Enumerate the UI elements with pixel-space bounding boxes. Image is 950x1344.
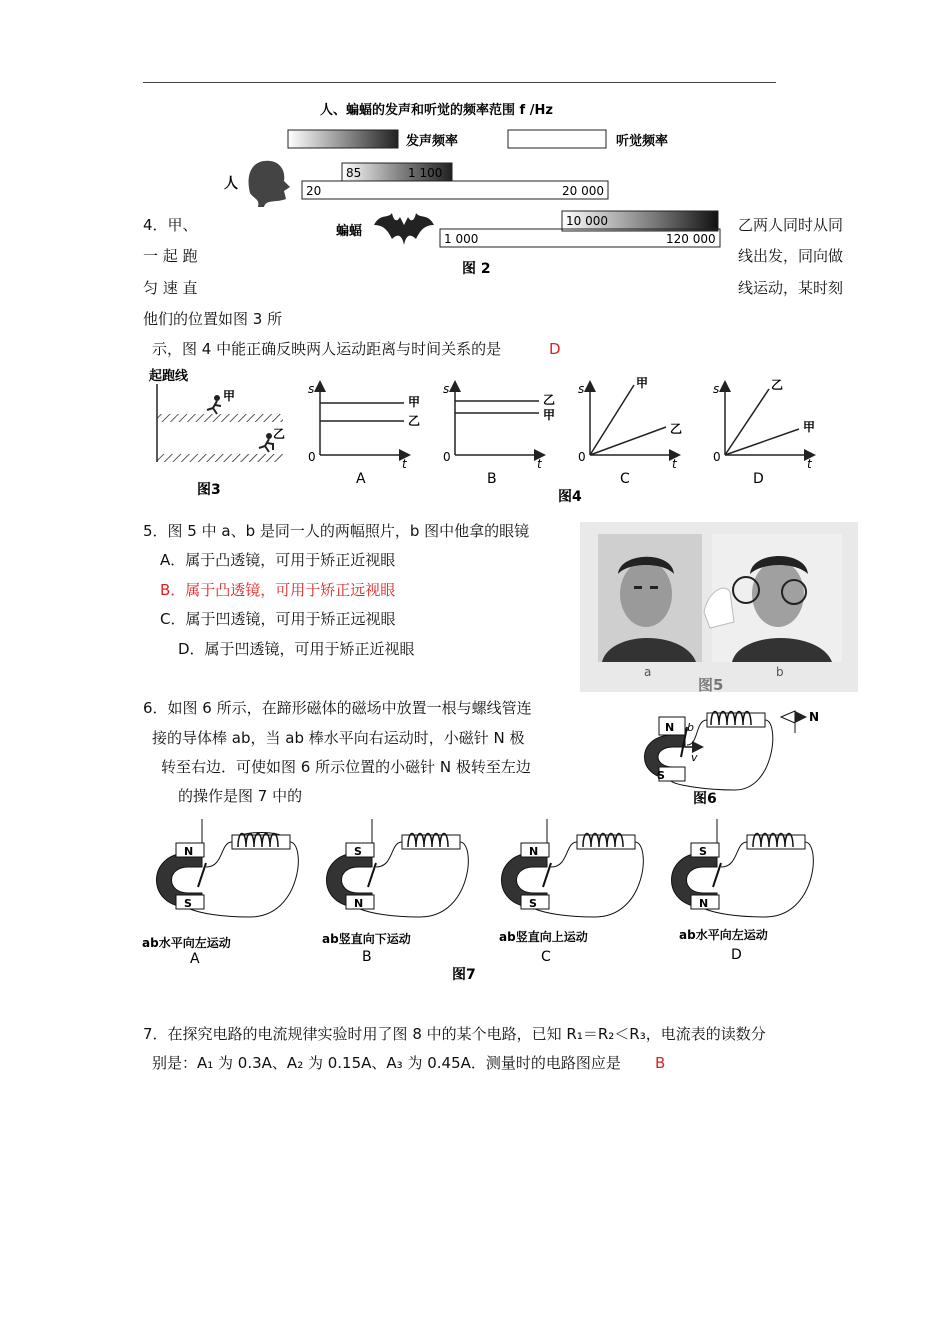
q7-line2: 别是：A₁ 为 0.3A、A₂ 为 0.15A、A₃ 为 0.45A．测量时的电路图应是 <box>152 1054 621 1072</box>
fig7-b-label: B <box>362 949 372 965</box>
figure-4-graphs <box>300 375 820 505</box>
graph-a-t: t <box>402 457 407 471</box>
graph-a-label: A <box>356 471 366 487</box>
legend-emit-swatch <box>288 130 398 148</box>
q4-line1-left: 4．甲、 <box>143 216 198 234</box>
q4-line2-left: 一 起 跑 <box>143 247 198 265</box>
graph-a-s: s <box>308 382 315 396</box>
q6-line2: 接的导体棒 ab，当 ab 棒水平向右运动时，小磁针 N 极 <box>152 729 525 747</box>
graph-c-yi: 乙 <box>670 422 683 436</box>
graph-c <box>578 376 682 487</box>
graph-b-origin: 0 <box>443 450 451 464</box>
legend-emit-label: 发声频率 <box>406 134 459 149</box>
q6-line1: 6．如图 6 所示，在蹄形磁体的磁场中放置一根与螺线管连 <box>143 699 532 717</box>
q4-line2-right: 线出发，同向做 <box>738 247 844 265</box>
runner-jia-icon <box>207 395 221 414</box>
q4-line5: 示，图 4 中能正确反映两人运动距离与时间关系的是 <box>152 340 502 358</box>
q7-line1: 7．在探究电路的电流规律实验时用了图 8 中的某个电路，已知 R₁＝R₂＜R₃，电流表的读数分 <box>143 1025 766 1043</box>
fig7-c-bottom-pole: S <box>529 897 537 910</box>
fig3-jia: 甲 <box>223 389 236 403</box>
header-rule <box>143 82 776 83</box>
graph-c-jia: 甲 <box>636 376 649 390</box>
graph-a <box>308 382 420 487</box>
q4-answer: D <box>549 340 561 358</box>
fig6-needle-n: N <box>809 710 820 724</box>
fig7-d-label: D <box>731 947 742 963</box>
fig7-b-desc: ab竖直向下运动 <box>322 932 411 946</box>
fig7-a-label: A <box>190 951 200 967</box>
fig6-v: v <box>691 751 698 764</box>
graph-a-yi: 乙 <box>408 414 421 428</box>
fig6-caption: 图6 <box>693 791 717 807</box>
figure-5-photos <box>580 522 858 692</box>
fig7-a-bottom-pole: S <box>184 897 192 910</box>
q5-stem: 5．图 5 中 a、b 是同一人的两幅照片，b 图中他拿的眼镜 <box>143 522 530 540</box>
fig7-c-desc: ab竖直向上运动 <box>499 930 588 944</box>
fig4-caption: 图4 <box>558 489 582 505</box>
q5-option-c: C．属于凹透镜，可用于矫正远视眼 <box>160 610 396 628</box>
q5-option-d: D．属于凹透镜，可用于矫正近视眼 <box>178 640 415 658</box>
graph-c-t: t <box>672 457 677 471</box>
figure-2-frequency-ranges <box>220 95 730 285</box>
graph-b-s: s <box>443 382 450 396</box>
q4-line3-left: 匀 速 直 <box>143 279 198 297</box>
graph-a-origin: 0 <box>308 450 316 464</box>
fig7-c-label: C <box>541 949 551 965</box>
fig7-d-top-pole: S <box>699 845 707 858</box>
q4-line3-right: 线运动，某时刻 <box>738 279 844 297</box>
fig2-caption: 图 2 <box>462 261 491 277</box>
fig3-yi: 乙 <box>273 427 286 441</box>
fig3-caption: 图3 <box>197 482 221 498</box>
graph-d-label: D <box>753 471 764 487</box>
compass-needle-icon <box>781 711 807 733</box>
figure-7-options <box>140 815 820 985</box>
q6-line3: 转至右边．可使如图 6 所示位置的小磁针 N 极转至左边 <box>161 758 531 776</box>
human-label: 人 <box>224 176 238 192</box>
fig7-panel-a <box>142 819 298 967</box>
graph-b-t: t <box>537 457 542 471</box>
fig7-panel-d <box>672 819 814 963</box>
graph-b-jia: 甲 <box>543 408 556 422</box>
fig7-c-top-pole: N <box>529 845 539 858</box>
graph-a-jia: 甲 <box>408 395 421 409</box>
legend-hear-label: 听觉频率 <box>616 134 669 149</box>
q7-answer: B <box>655 1054 666 1072</box>
fig6-b: b <box>687 721 694 734</box>
graph-b-label: B <box>487 471 497 487</box>
graph-c-s: s <box>578 382 585 396</box>
fig2-title: 人、蝙蝠的发声和听觉的频率范围 f /Hz <box>320 103 553 118</box>
fig7-panel-c <box>499 819 643 965</box>
fig6-s: S <box>657 769 665 782</box>
photo-a-label: a <box>644 665 652 679</box>
fig7-b-bottom-pole: N <box>354 897 364 910</box>
graph-d-jia: 甲 <box>803 420 816 434</box>
fig7-panel-b <box>322 819 468 965</box>
human-emit-high: 1 100 <box>408 166 443 180</box>
figure-6-magnet-circuit <box>615 695 830 810</box>
fig7-a-desc: ab水平向左运动 <box>142 936 231 950</box>
q4-line4: 他们的位置如图 3 所 <box>143 310 283 328</box>
fig5-caption: 图5 <box>698 676 724 692</box>
graph-c-label: C <box>620 471 630 487</box>
q5-option-a: A．属于凸透镜，可用于矫正近视眼 <box>160 551 396 569</box>
fig7-d-desc: ab水平向左运动 <box>679 928 768 942</box>
graph-d-yi: 乙 <box>771 378 784 392</box>
bat-emit-high: 120 000 <box>666 232 716 246</box>
human-hear-low: 20 <box>306 184 322 198</box>
fig7-d-bottom-pole: N <box>699 897 709 910</box>
legend-hear-swatch <box>508 130 606 148</box>
graph-b <box>443 382 555 487</box>
q4-line1-right: 乙两人同时从同 <box>738 216 844 234</box>
human-hear-high: 20 000 <box>562 184 604 198</box>
fig7-caption: 图7 <box>452 967 476 983</box>
graph-d-origin: 0 <box>713 450 721 464</box>
graph-b-yi: 乙 <box>543 393 556 407</box>
human-head-icon <box>249 161 290 207</box>
fig7-a-top-pole: N <box>184 845 194 858</box>
photo-b-label: b <box>776 665 784 679</box>
fig6-n: N <box>665 721 675 734</box>
graph-d-t: t <box>807 457 812 471</box>
bat-icon <box>374 213 434 245</box>
bat-hear-low: 1 000 <box>444 232 479 246</box>
q5-option-b: B．属于凸透镜，可用于矫正远视眼 <box>160 581 396 599</box>
graph-d-s: s <box>713 382 720 396</box>
fig3-start-line: 起跑线 <box>149 369 189 384</box>
fig7-b-top-pole: S <box>354 845 362 858</box>
graph-d <box>713 378 815 487</box>
runner-yi-icon <box>259 433 273 452</box>
graph-c-origin: 0 <box>578 450 586 464</box>
figure-3-track <box>145 362 295 502</box>
bat-emit-low: 10 000 <box>566 214 608 228</box>
q6-line4: 的操作是图 7 中的 <box>178 787 303 805</box>
human-emit-low: 85 <box>346 166 362 180</box>
bat-label: 蝙蝠 <box>336 224 363 239</box>
